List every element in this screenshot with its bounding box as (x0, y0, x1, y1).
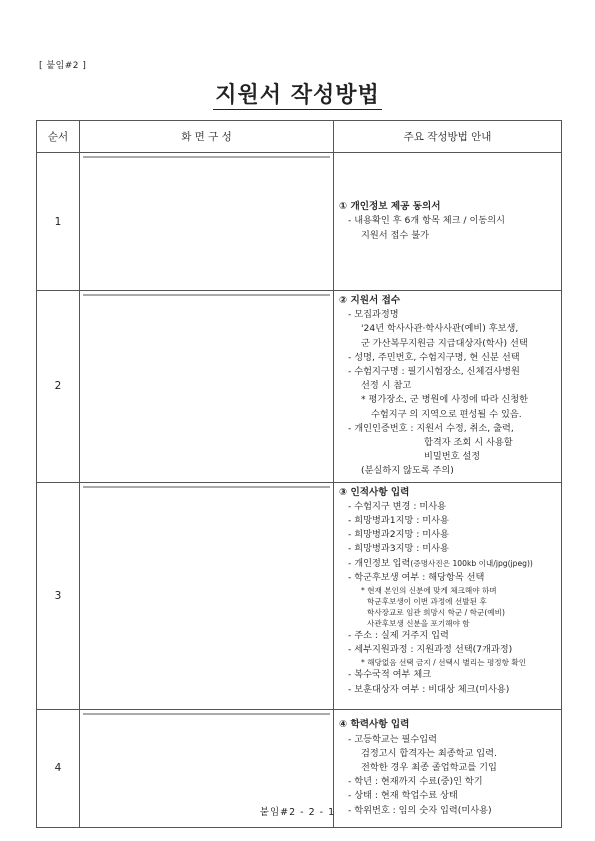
header-order: 순서 (37, 121, 80, 153)
application-screenshot (83, 294, 330, 296)
guide-cell: ② 지원서 접수 - 모집과정명 '24년 학사사관·학사사관(예비) 후보생, 군 가산복무지원금 지급대상자(학사) 선택 - 성명, 주민번호, 수험지구명, 현 신분 선택 - 수험지구명 : 필기시험장소, 신체검사병원 선정 시 참고 * 평가장소, 군 병원에 사정에 따라 신청한 수험지구 의 지역으로 편성될 수 있음. - 개인인증번호 : 지원서 수정, 취소, 출력, 합격자 조회 시 사용할 비밀번호 설정 (분실하지 않도록 주의) (334, 291, 562, 483)
screenshot-cell (80, 482, 334, 709)
page-title: 지원서 작성방법 (215, 83, 380, 108)
table-header-row (37, 121, 562, 153)
row-number: 3 (37, 482, 80, 709)
guide-heading: ① 개인정보 제공 동의서 (339, 201, 441, 213)
personal-info-screenshot (83, 486, 330, 488)
row-number: 4 (37, 709, 80, 827)
header-guide: 주요 작성방법 안내 (334, 121, 562, 153)
guide-cell: ④ 학력사항 입력 - 고등학교는 필수입력 검정고시 합격자는 최종학교 입력. 전학한 경우 최종 졸업학교를 기입 - 학년 : 현재까지 수료(중)인 학기 - 상태 : 현재 학업수료 상태 - 학위번호 : 임의 숫자 입력(미사용) (334, 709, 562, 827)
table-row (37, 482, 562, 709)
row-number: 1 (37, 153, 80, 291)
guide-heading: ③ 인적사항 입력 (339, 486, 410, 498)
guide-heading: ② 지원서 접수 (339, 295, 401, 306)
row-number: 2 (37, 291, 80, 483)
header-screen: 화 면 구 성 (80, 121, 334, 153)
guide-cell: ③ 인적사항 입력 - 수험지구 변경 : 미사용 - 희망병과1지망 : 미사용 - 희망병과2지망 : 미사용 - 희망병과3지망 : 미사용 - 개인정보 입력(증명사진은 100kb 이내/jpg(jpeg)) - 학군후보생 여부 : 해당항목 선택 * 현재 본인의 신분에 맞게 체크해야 하며 학군후보생이 이번 과정에 선발된 후 학사장교로 임관 희망시 학군 / 학군(예비) 사관후보생 신분을 포기해야 함 - 주소 : 실제 거주지 입력 - 세부지원과정 : 지원과정 선택(7개과정) * 해당없음 선택 금지 / 선택시 별리는 평정항 확인 - 복수국적 여부 체크 - 보훈대상자 여부 : 비대상 체크(미사용) (334, 482, 562, 709)
table-row (37, 291, 562, 483)
screenshot-cell (80, 291, 334, 483)
guide-heading: ④ 학력사항 입력 (339, 719, 410, 731)
attachment-label: [ 붙임#2 ] (39, 61, 87, 71)
screenshot-cell (80, 153, 334, 291)
table-row (37, 153, 562, 291)
page-footer: 붙임#2 - 2 - 1 (259, 807, 336, 818)
guide-table (36, 120, 562, 828)
guide-cell: ① 개인정보 제공 동의서 - 내용확인 후 6개 항목 체크 / 이동의시 지원서 접수 불가 (334, 153, 562, 291)
consent-screenshot (83, 156, 330, 158)
education-screenshot (83, 713, 330, 715)
